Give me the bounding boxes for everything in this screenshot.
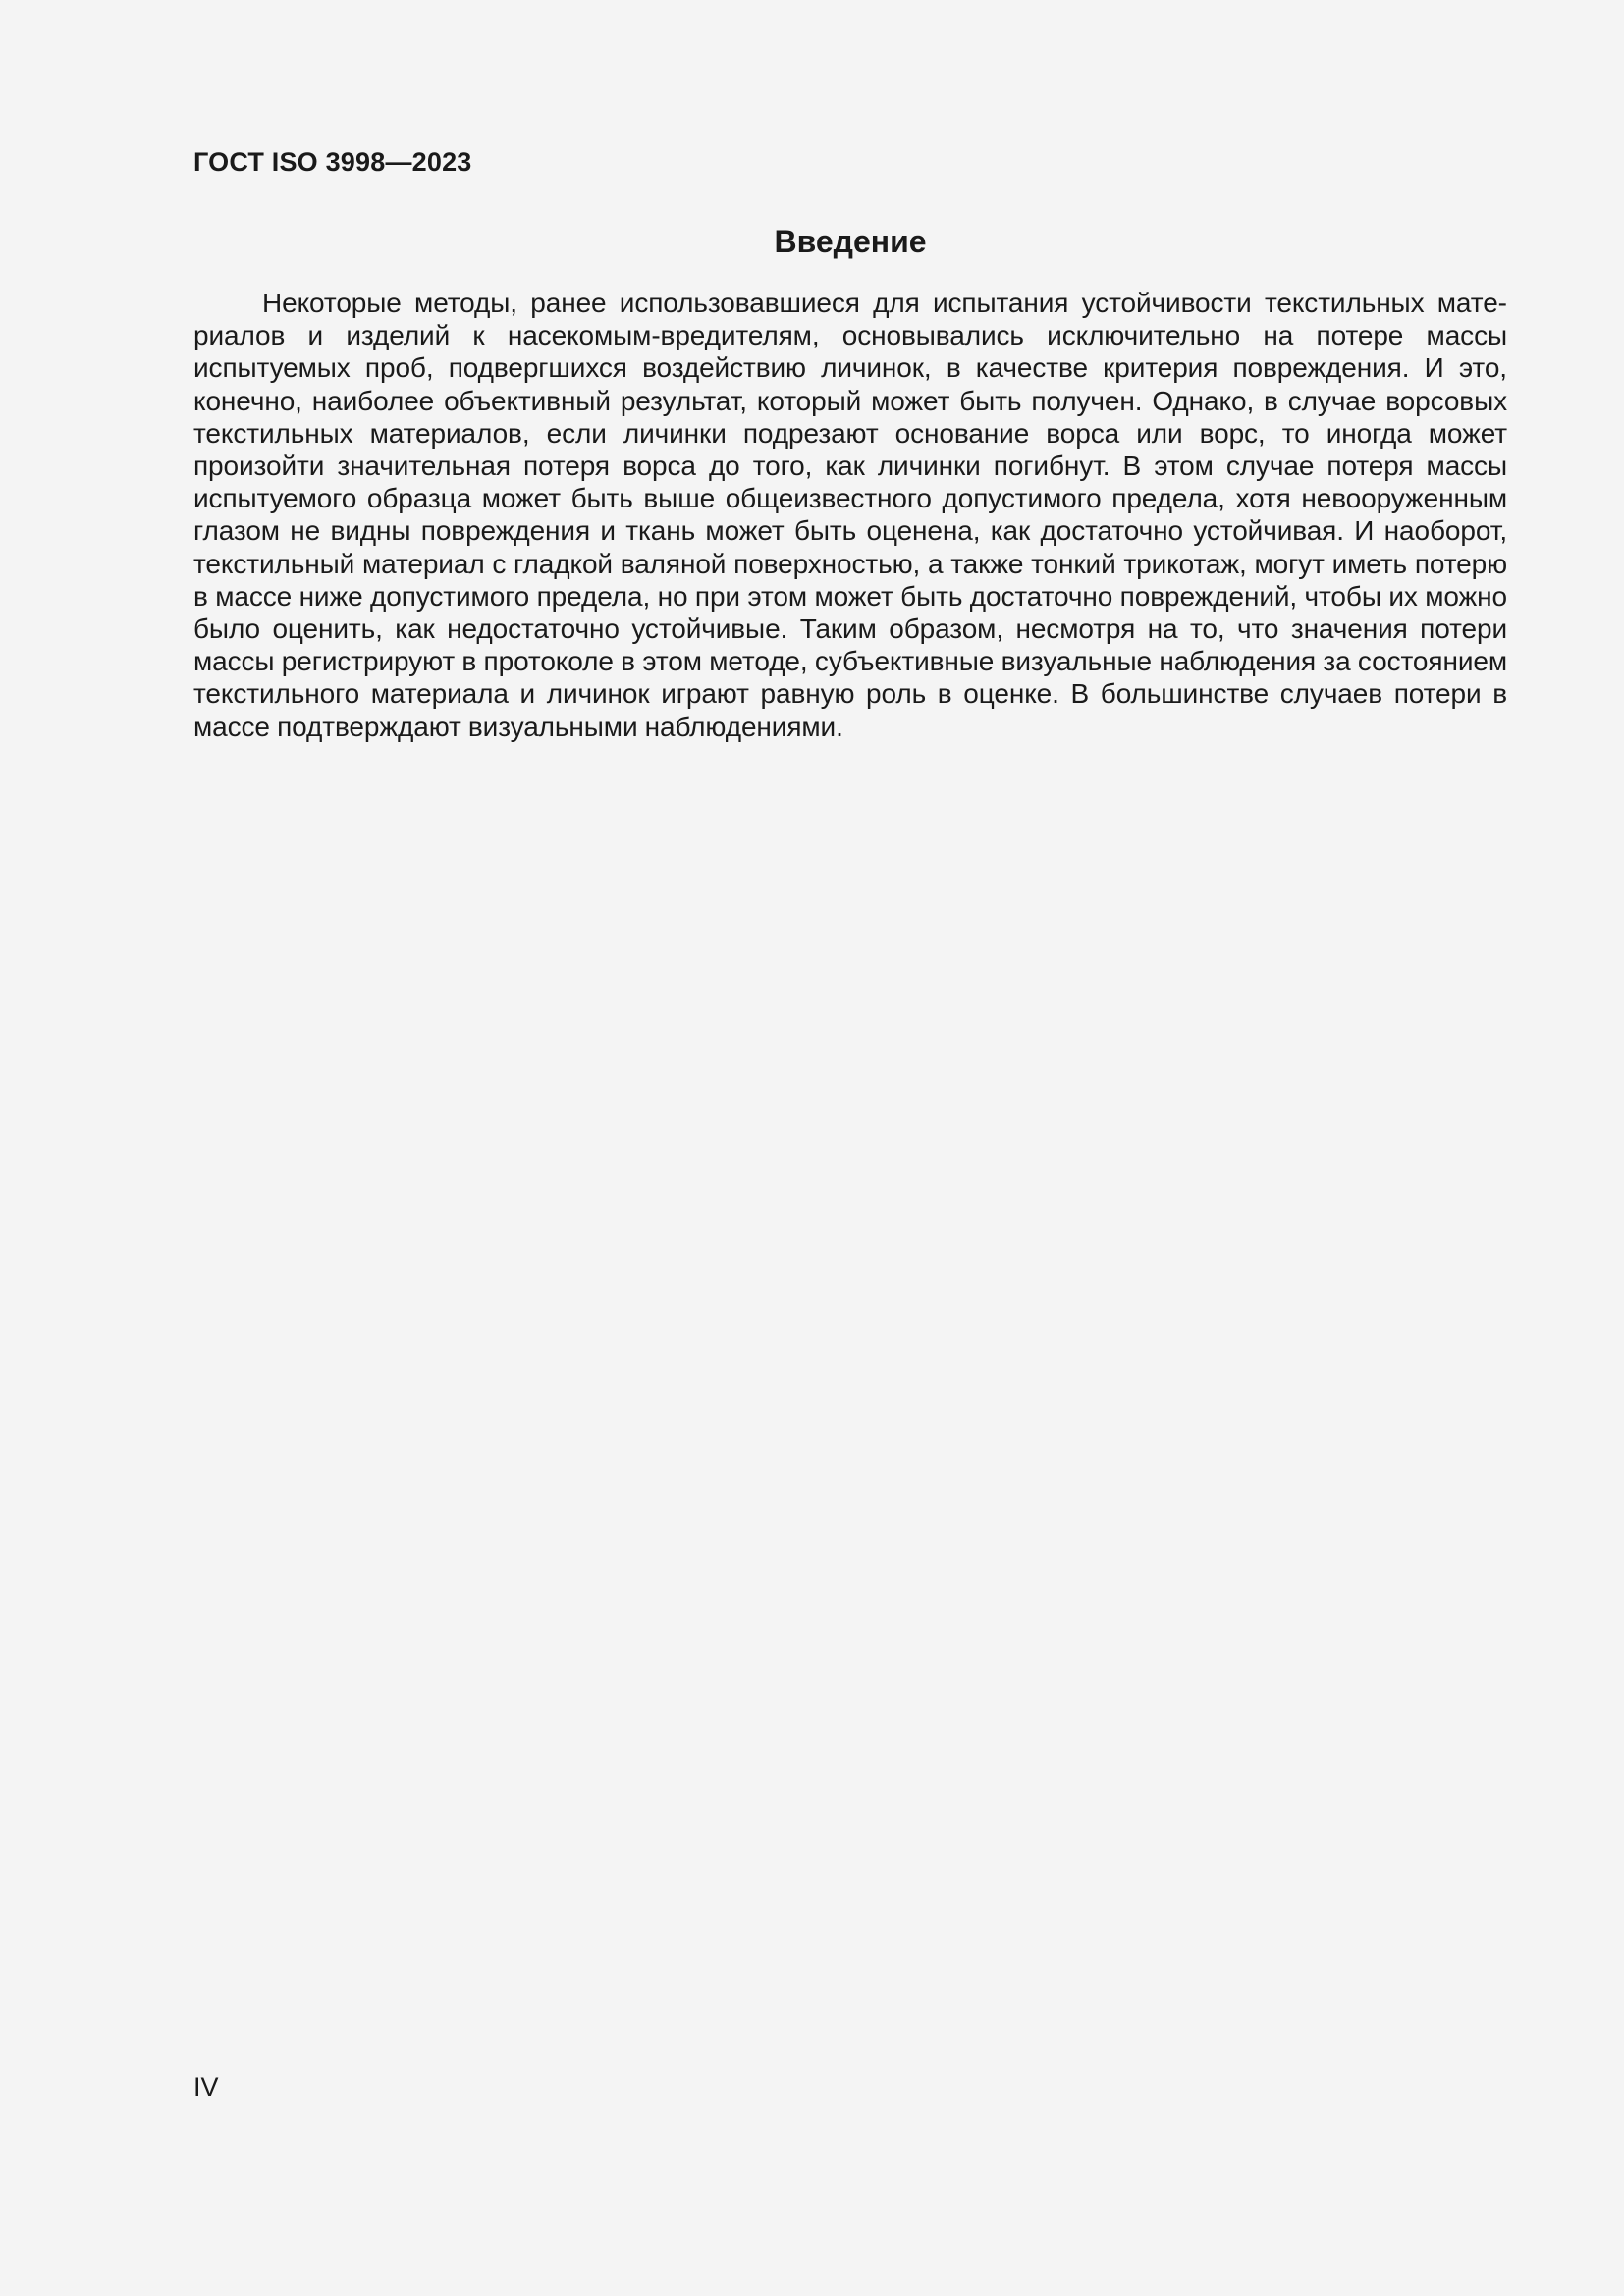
standard-code-header: ГОСТ ISO 3998—2023 xyxy=(193,147,472,177)
section-title: Введение xyxy=(774,224,927,259)
introduction-paragraph: Некоторые методы, ранее использовавшиеся для испытания устойчивости текстильных материалов и изделий к насекомым-вредителям, основывались исключительно на потере массы испытуемых проб, подвергшихся воздействию личинок, в качестве критерия повреждения. И это, конечно, наиболее объективный результат, который может быть получен. Однако, в случае ворсовых текстильных материалов, если личинки подрезают основание ворса или ворс, то иногда может произойти значительная потеря ворса до того, как личинки погибнут. В этом случае потеря массы испытуемого образца может быть выше общеизвестного допустимого предела, хотя невооруженным глазом не видны повреждения и ткань может быть оценена, как достаточно устойчивая. И наоборот, текстильный материал с гладкой валяной поверхностью, а также тонкий трикотаж, могут иметь потерю в массе ниже допустимого предела, но при этом может быть достаточно повреждений, чтобы их можно было оценить, как недостаточно устойчивые. Таким образом, несмотря на то, что значения потери массы регистрируют в протоколе в этом методе, субъективные визуальные наблюдения за состоянием текстильного материала и личинок играют равную роль в оценке. В большинстве случаев потери в массе подтверждают визуальными наблюдениями. xyxy=(193,288,1507,742)
page-number: IV xyxy=(193,2072,219,2102)
